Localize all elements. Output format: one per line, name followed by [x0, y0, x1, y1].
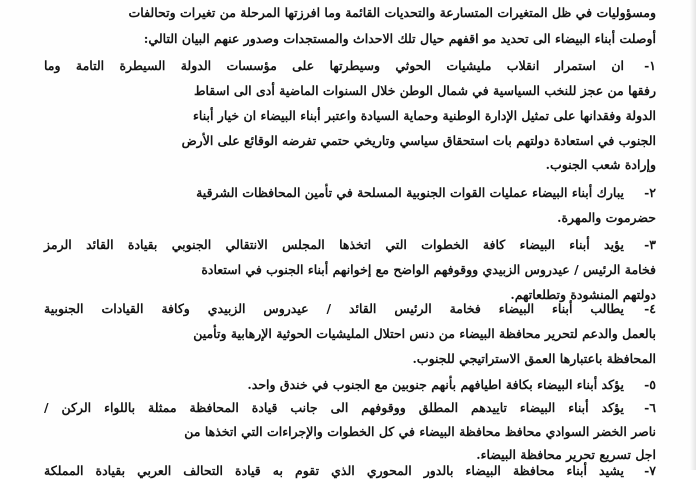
- item-number-3: -٣: [644, 237, 656, 252]
- item-6-line-1: يؤكد أبناء البيضاء تاييدهم المطلق ووقوفهم الى جانب قيادة المحافظة ممثلة باللواء الركن /: [44, 400, 624, 415]
- intro-line-1: ومسؤوليات في ظل المتغيرات المتسارعة والتحديات القائمة وما افرزتها المرحلة من تغيرات وتحالفات: [128, 5, 656, 20]
- item-1-line-3: الدولة وفقدانها على تمثيل الإدارة الوطنية وحماية السيادة واعتبر أبناء البيضاء ان خيار أبناء: [193, 108, 656, 123]
- item-1-line-5: وإرادة شعب الجنوب.: [545, 157, 656, 172]
- item-7-line-1: يشيد أبناء محافظة البيضاء بالدور المحوري الذي تقوم به قيادة التحالف العربي بقيادة المملكة: [44, 463, 624, 478]
- item-4-line-2: بالعمل والدعم لتحرير محافظة البيضاء من دنس احتلال المليشيات الحوثية الإرهابية وتأمين: [193, 326, 656, 341]
- item-6-line-3: اجل تسريع تحرير محافظة البيضاء.: [476, 447, 656, 462]
- item-6-line-2: ناصر الخضر السوادي محافظ محافظة البيضاء في كل الخطوات والإجراءات التي اتخذها من: [184, 424, 656, 439]
- item-3-line-2: فخامة الرئيس / عيدروس الزبيدي ووقوفهم الواضح مع إخوانهم أبناء الجنوب في استعادة: [201, 262, 656, 277]
- item-1-line-1: ان استمرار انقلاب مليشيات الحوثي وسيطرتها على مؤسسات الدولة السيطرة التامة وما: [44, 58, 624, 73]
- item-1-line-2: رفقها من عجز للنخب السياسية في شمال الوطن خلال السنوات الماضية أدى الى اسقاط: [193, 83, 656, 98]
- item-3-line-1: يؤيد أبناء البيضاء كافة الخطوات التي اتخذها المجلس الانتقالي الجنوبي بقيادة القائد الرمز: [44, 237, 624, 252]
- item-number-7: -٧: [644, 463, 656, 478]
- item-number-1: -١: [644, 58, 656, 73]
- item-number-5: -٥: [644, 377, 656, 392]
- item-4-line-3: المحافظة باعتبارها العمق الاستراتيجي للجنوب.: [412, 351, 656, 366]
- item-2-line-1: يبارك أبناء البيضاء عمليات القوات الجنوبية المسلحة في تأمين المحافظات الشرقية: [196, 185, 624, 200]
- item-1-line-4: الجنوب في استعادة دولتهم بات استحقاق سياسي وتاريخي حتمي تفرضه الوقائع على الأرض: [181, 133, 656, 148]
- item-3-line-3: دولتهم المنشودة وتطلعاتهم.: [510, 287, 656, 302]
- page-edge-shadow: [690, 0, 696, 470]
- item-number-6: -٦: [644, 400, 656, 415]
- item-4-line-1: يطالب أبناء البيضاء فخامة الرئيس القائد / عيدروس الزبيدي وكافة القيادات الجنوبية: [44, 301, 624, 316]
- item-5-line-1: يؤكد أبناء البيضاء بكافة اطيافهم بأنهم جنوبين مع الجنوب في خندق واحد.: [247, 377, 624, 392]
- item-2-line-2: حضرموت والمهرة.: [557, 210, 656, 225]
- item-number-4: -٤: [644, 301, 656, 316]
- item-number-2: -٢: [644, 185, 656, 200]
- intro-line-2: أوصلت أبناء البيضاء الى تحديد مو اقفهم حيال تلك الاحداث والمستجدات وصدور عنهم البيان التالي:: [143, 31, 656, 46]
